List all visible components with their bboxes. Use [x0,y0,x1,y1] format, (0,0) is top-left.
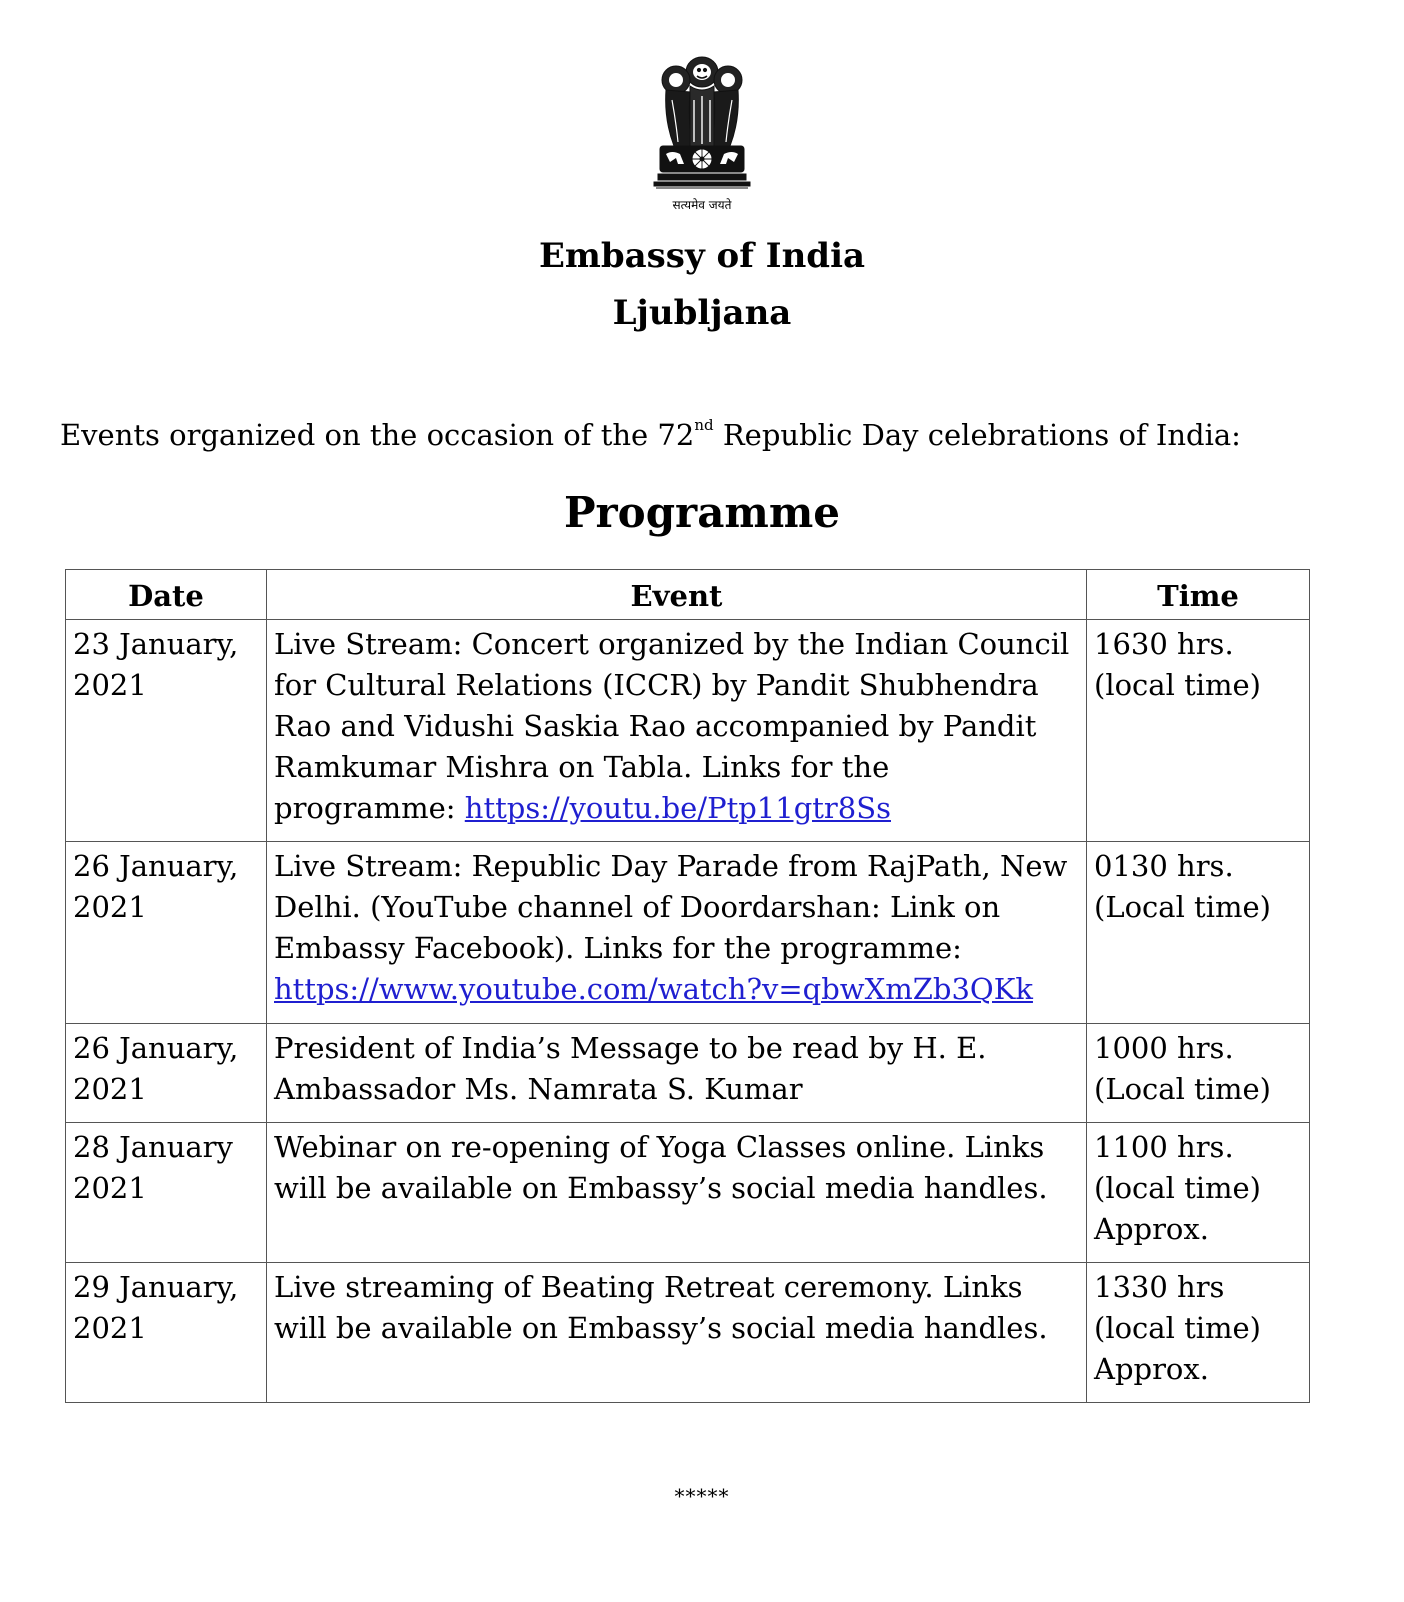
programme-table [65,569,1310,1403]
time-cell [1087,1263,1310,1403]
event-cell [267,1123,1087,1263]
time-value: 0130 hrs. [1094,849,1234,883]
date-year: 2021 [73,1171,147,1205]
date-line: 29 January, [73,1270,239,1304]
programme-heading: Programme [563,488,841,537]
organization-city: Ljubljana [612,293,792,333]
end-of-document-mark: ***** [674,1484,730,1508]
header-time: Time [1087,570,1310,620]
table-row [66,620,1310,842]
time-cell [1087,1123,1310,1263]
date-line: 28 January [73,1130,233,1164]
table-row [66,1123,1310,1263]
time-value: 1100 hrs. [1094,1130,1234,1164]
date-cell [66,1263,267,1403]
time-approx: Approx. [1094,1212,1209,1246]
time-value: 1000 hrs. [1094,1031,1234,1065]
date-year: 2021 [73,890,147,924]
date-cell [66,1123,267,1263]
date-cell [66,842,267,1024]
date-line: 26 January, [73,1031,239,1065]
intro-paragraph [60,418,1241,452]
intro-ordinal: nd [694,416,714,435]
time-note: (local time) [1094,668,1261,702]
event-cell [267,842,1087,1024]
lion-capital-emblem-icon [652,50,752,192]
time-value: 1330 hrs [1094,1270,1225,1304]
date-year: 2021 [73,668,147,702]
table-row [66,842,1310,1024]
time-note: (local time) [1094,1311,1261,1345]
time-cell [1087,842,1310,1024]
table-row [66,1024,1310,1123]
event-text: President of India’s Message to be read by H. E. Ambassador Ms. Namrata S. Kumar [274,1031,987,1106]
header-date: Date [66,570,267,620]
time-note: (Local time) [1094,890,1271,924]
event-cell [267,1024,1087,1123]
date-year: 2021 [73,1072,147,1106]
event-cell [267,620,1087,842]
date-line: 26 January, [73,849,239,883]
time-cell [1087,1024,1310,1123]
event-text: Live Stream: Concert organized by the Indian Council for Cultural Relations (ICCR) by Pandit Shubhendra Rao and Vidushi Saskia Rao accompanied by Pandit Ramkumar Mishra on Tabla. Links for the programme: [274,627,1070,825]
date-cell [66,1024,267,1123]
time-cell [1087,620,1310,842]
time-approx: Approx. [1094,1352,1209,1386]
national-emblem [0,50,1404,196]
date-year: 2021 [73,1311,147,1345]
date-line: 23 January, [73,627,239,661]
time-note: (Local time) [1094,1072,1271,1106]
table-row [66,1263,1310,1403]
event-text: Live Stream: Republic Day Parade from RajPath, New Delhi. (YouTube channel of Doordarshan: Link on Embassy Facebook). Links for the programme: [274,849,1068,965]
event-text: Live streaming of Beating Retreat ceremony. Links will be available on Embassy’s social media handles. [274,1270,1048,1345]
time-value: 1630 hrs. [1094,627,1234,661]
intro-text-before: Events organized on the occasion of the 72 [60,418,695,452]
event-link[interactable]: https://youtu.be/Ptp11gtr8Ss [464,791,891,825]
intro-text-after: Republic Day celebrations of India: [713,418,1241,452]
header-event: Event [267,570,1087,620]
event-text: Webinar on re-opening of Yoga Classes online. Links will be available on Embassy’s social media handles. [274,1130,1048,1205]
emblem-motto: सत्यमेव जयते [672,198,732,212]
event-cell [267,1263,1087,1403]
event-link[interactable]: https://www.youtube.com/watch?v=qbwXmZb3QKk [274,972,1033,1006]
date-cell [66,620,267,842]
table-header-row [66,570,1310,620]
organization-name: Embassy of India [538,236,866,276]
time-note: (local time) [1094,1171,1261,1205]
